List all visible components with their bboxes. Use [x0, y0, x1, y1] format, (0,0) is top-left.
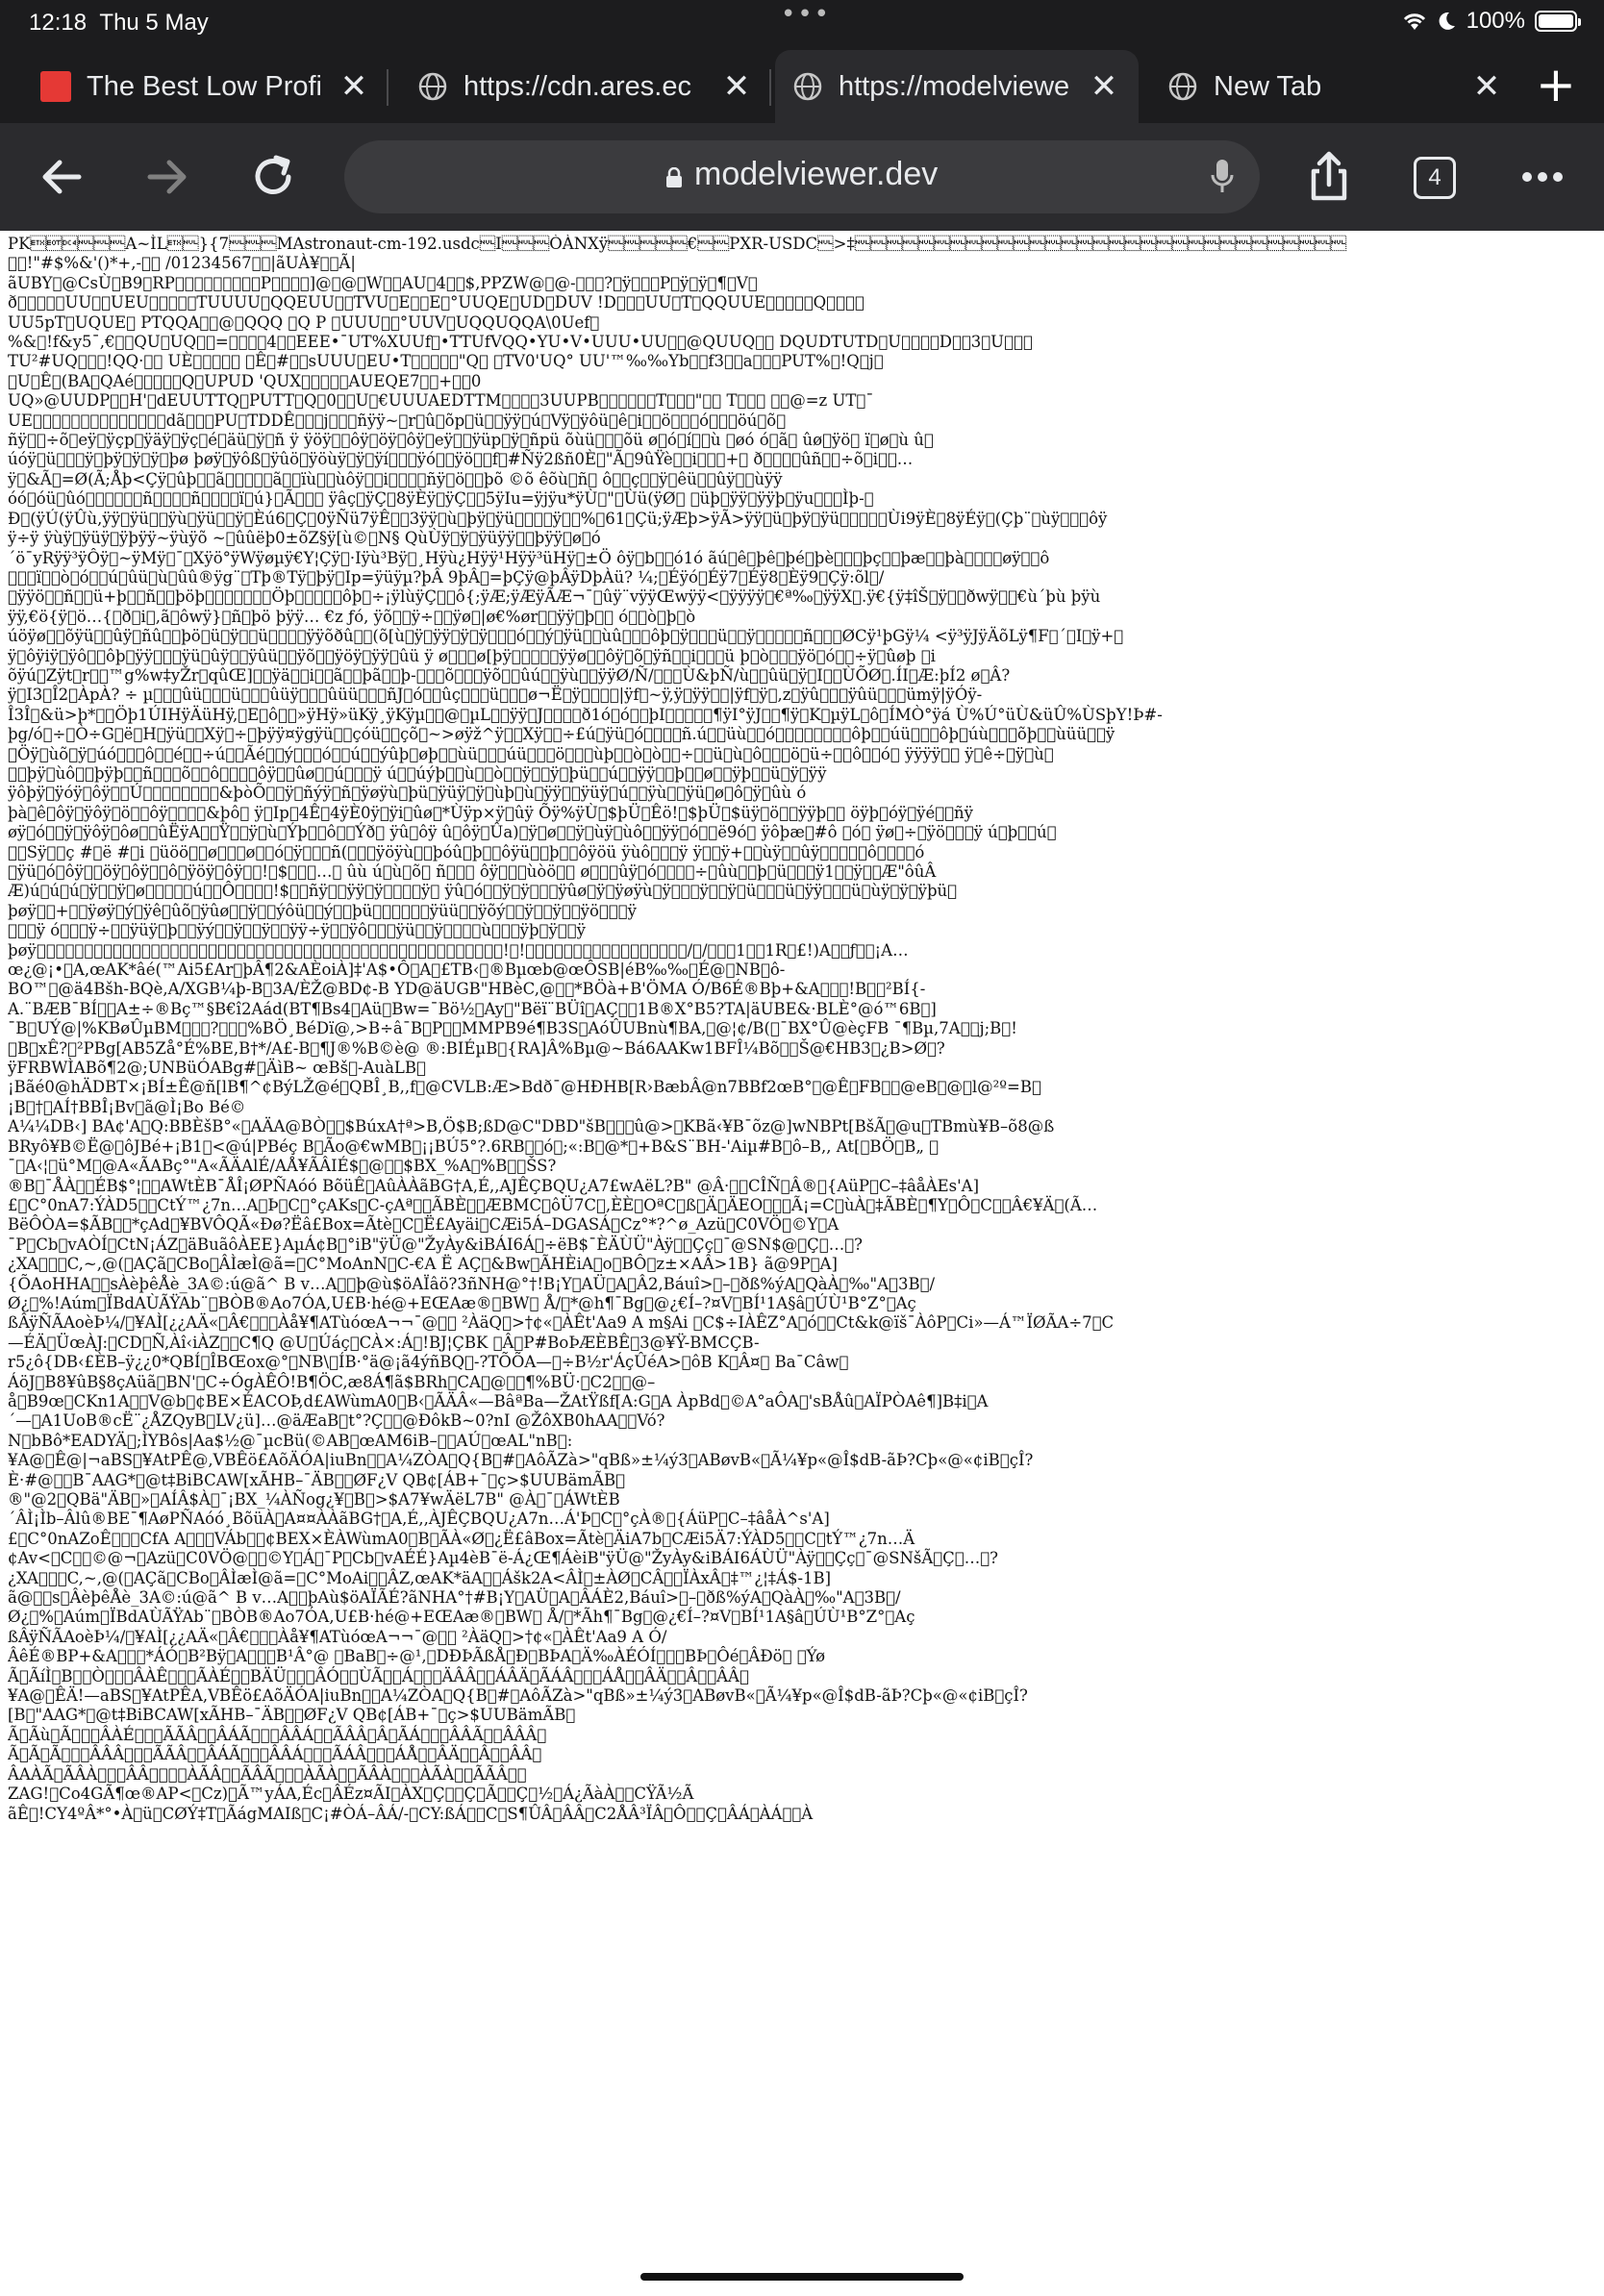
content-line: úöÿø  õÿü  ûÿ ñû  þö ü ÿ  ü    ÿÿõðû  (õ[ù ÿ ÿÿ ÿ ÿ   ó  ý ÿü  ùû   ôþ ÿ   ü  ÿ     ñ   ØCÿ¹þGÿ¼ <ÿ³ÿJÿÄõLÿ¶F ´ I ÿ+ : [8, 627, 1124, 646]
tab-title: New Tab: [1214, 70, 1322, 102]
content-line: Æ)ú ú ú ÿ  ÿ ø     ú  Ô    !$  ñÿ  ÿÿ ÿ    ÿ  ÿû ó  ÿ ÿ   ÿûø ÿ ÿøÿù ÿ   ÿ  ÿ ü   ü ÿÿ   ü ùÿ ÿ ÿþü : [8, 882, 958, 901]
content-line: BO™ @ä4Bšh-BQè,A/XGB¼þ-B 3A/ÈŽ@BD¢-B YD@äUGB"HBèC,@  *BÖà+B'ÖMA Ó/B6É®Bþ+&A   !B  ²BÍ{-: [8, 980, 926, 999]
content-line:   !"#$%&'()*+,-   /01234567  |ãUÀ¥  Ã|: [8, 254, 356, 273]
content-line: ñÿ  ÷õ eÿ ÿçp ÿäÿ ÿç é äü ÿ ñ ÿ ÿöÿ  ôÿ öÿ ôÿ eÿ  ÿüp ÿ ñpü õùü   õü ø ó í  ù  øó ó ã  ûø ÿö  ï ø ù û : [8, 431, 934, 450]
tab-strip: [0, 46, 1604, 123]
battery-fill: [1539, 14, 1573, 28]
content-line: A¼¼DB‹] BA¢'A Q:BBÈšB°« AÄA@BÒ  $BúxA†ª>B,Ö$B;ßD@C"DBD"šB   û@> KBã‹¥B¯õz@]wNBPt[BšÃ @u TBmù¥B–õ8@ß: [8, 1117, 1055, 1136]
lock-icon: [665, 167, 683, 188]
url-text: modelviewer.dev: [694, 156, 939, 192]
content-line: ¯ A‹¦ ü°M @A«ÃABç°"A«ÃÄAlÉ/AÅ¥ÃÂIÉ$ @  $BX_%A %B  ŠS?: [8, 1157, 557, 1176]
new-tab-plus-icon[interactable]: +: [1536, 57, 1576, 112]
content-line: ã@  s ÂèþêÅè_3A©:ú@ã^ B v…A  þAù$öAÏÃÉ?ãNHA°†#B¡Y AÜ A ÂÁÈ2,Báuî> – ðß%ýA QàÀ ‰"A 3B /: [8, 1588, 901, 1608]
content-line: UU5pT UQUE  PTQQA  @ QQQ  Q P  UUU  °UUV UQQUQQA\0Uef : [8, 312, 600, 332]
red-square-icon: [40, 71, 71, 102]
tab-cdn-ares[interactable]: [400, 50, 771, 123]
content-line: —ÉÄ ÜœÀJ: CD Ñ,Àî‹iÀZ  C¶Q @U Úáç CÀ×:Á !BJ¦ÇBK  Â P#BoÞÆÈBÊ 3@¥Ÿ-BMCÇB-: [8, 1333, 760, 1352]
close-icon[interactable]: ✕: [339, 68, 368, 105]
content-line: þg/ó ÷ Ò÷G ë H ÿü  Xÿ ÷ þÿÿ¤ÿgÿü  çóü  çõ ~>øÿž^ÿ  Xÿ  ÷£ú ÿü ó    ñ.ú  üù  ó        ôþ  úü   ôþ úù   õþ  ùüü  ÿ: [8, 725, 1115, 744]
microphone-icon[interactable]: [1210, 158, 1235, 196]
content-line: ãUBY @CsÙ B9 RP         P    ]@ @ W  AU 4  $,PPZW@ @-   ? ÿ   P ÿ ÿ ¶ V : [8, 273, 758, 292]
tab-switcher-button[interactable]: 4: [1414, 157, 1456, 199]
content-line: N bBô*EADYÄ ;ÌYBôs|Aa$½@¯µcBü(©AB œAM6iB–  AÚ œAL"nB :: [8, 1431, 573, 1450]
content-line: ´ö¯yRÿÿ³ÿÔÿ ~ÿMÿ ¯ Xÿö°ÿWÿøµÿ€Y¦Çÿ ·Iÿù³Bÿ ¸Hÿù¿Hÿÿ¹Hÿÿ³üHÿ ±Ö ôÿ b  ó1ó ãú ê þê þé þè   þç  þæ  þà    øÿ  ô: [8, 548, 1050, 567]
content-line: ¯P Cb vAÒÍ CtN¡ÁZ äBuãôÀEE}AµÁ¢B °iB"ÿÜ@"ŽyÀy&iBÁI6Á ÷ëB$¯ÈÄÙÜ"Àÿ  Çç ¯@SN$@ Ç … ?: [8, 1235, 863, 1254]
content-line: þøÿ                                                 ! !                 / /   1  1R £!)A  ƒ  ¡A…: [8, 940, 909, 960]
content-line:   þÿ ùô  þÿþ  ñ   õ  ô    ôÿ  ûø  ú   ÿ ú  úýþ  ù  ò  ÿ  ÿ þü  ú  ÿÿ  þ  ø  ÿþ  ü ÿ ÿÿ: [8, 763, 827, 783]
content-line: ÂAÀÃ ÃÂÀ   ÂÂ    ÀÃÂ  ÃÂÃ   ÀÃÀ  ÃÂÀ   ÀÃÀ  ÃÃÂ  : [8, 1764, 527, 1784]
content-line: øÿ ó  ÿ ÿôÿ ôø  ûËÿA  Ÿ  ÿ ù Ýþ  ô  Ýð  ÿû ôÿ û ôÿ Ûa) ÿ ø  ÿ ùÿ ùô  ÿÿ ó  ë9ó  ÿôþæ #ô  ó  ÿø ÷ ÿö   ÿ ú þ  ú : [8, 823, 1057, 842]
content-line: BRyô¥B©Ë@ ôJBé+¡B1 <@ú|PBéç B Ão@€wMB ¡¡BÚ5°?.6RB  ó ;«:B @* +B&S¨BH-'Aiµ#B ô–B,, At[ BÖ B„  : [8, 1136, 940, 1156]
content-line: ¡B † AÍ†BBÎ¡Bv ã@Ì¡Bo Bé©: [8, 1097, 246, 1116]
content-line: Ø¿ %!Aúm ÏBdAÙÃŸAb¨ BÒB®Ao7ÓA,U£B·hé@+EŒAæ® BW  Å/ *@h¶¯Bg @¿€Í–?¤V BÍ¹1A§â ÚÙ¹B°Z° Aç: [8, 1293, 916, 1312]
browser-toolbar: [0, 123, 1604, 231]
content-line: ÿÿ,€ö{ÿ ö…{ ð i ,ã ôwÿ} ñ þö þÿÿ… €z ƒó, ÿõ  ÿ÷  ÿø |ø€%ør  ÿÿ þ   ó  ò þ ò: [8, 607, 696, 626]
back-arrow-icon[interactable]: [33, 148, 90, 206]
content-line:    ÿ ó   ÿ÷  ÿüÿ þ  ÿý  ÿ  ÿ  ÿÿ÷ÿ  ÿô   ÿü  ÿ    ù   ÿþ ÿ  ÿ: [8, 921, 586, 940]
content-line: ZAG! Co4GÃ¶œ®AP< Cz) Ã™yÁA,Éc ÂÉz¤ÃI ÀX Ç  Ç Ã  Ç ½ Á¿ÃàÀ  CŸÃ½Ã: [8, 1784, 694, 1804]
content-line:   Sÿ  ç # ë # i  üöö  ø   ø  ó ÿ   ñ(   ÿöÿù  þóû þ  ôÿü  þ  ôÿöü ÿùô   ÿ ÿ  ÿ+  ùÿ  ûÿ     ô    ó: [8, 842, 925, 861]
address-bar[interactable]: [344, 140, 1260, 213]
content-line: ®B ¯ÅÀ  ÉB$°¦  AWtÈB¯ÅÎ¡ØPÑAóó BõüÊ AûÀÀãBG†A,É,,AJÊÇBQU¿A7£wAëL?B" @Â·  CÎÑ Â® {AüP C–‡âåÀEs'A]: [8, 1176, 980, 1195]
content-line:  B xÊ? ²PBg[AB5Zå°É%BE,B†*/A£-B ¶J®%B©è@ ®:BIÉµB {RA]Â%Bµ@~Bá6AAKw1BFÎ¼Bõ  Š@€HB3 ¿B>Ø ?: [8, 1038, 945, 1058]
tab-title: https://cdn.ares.ec: [464, 70, 691, 102]
status-date: Thu 5 May: [99, 10, 209, 36]
content-line: £ C°0nAZoÊ   CfA A   VÁb  ¢BEX×ÈÀWùmA0 B ÃÀ«Ø ¿Ë£âBox=Ãtè ÄiA7b CÆi5Ä7:ÝÀD5  C tÝ™¿7n…Ä: [8, 1529, 915, 1548]
moon-icon: [1438, 11, 1457, 32]
content-line:  Öÿ ùõ ÿ úó   ô  é  ÷ú  Ãé  ý   ó  ú  ýûþ øþ  ùü   úü   ö   ùþ  ò ò  ÷  ü ù ô   ö ü÷  ô  ó  ÿÿÿÿ   ÿ ê÷ ÿ ù : [8, 744, 1054, 763]
content-line: ¥A@ Ê@|¬aBS ¥AtPÊ@,VBÊö£AõÄÓA|iuBn  A¼ZÒA Q{B # AôÃZà>"qBß»±¼ý3 ABøvB« Ã¼¥p«@Î$dB-ãÞ?Cþ«@«¢iB çÎ?: [8, 1451, 1034, 1470]
content-line: Ã Ã Ã   ÂÂÂ   ÃÃÂ  ÂÁÃ   ÂÂÁ   ÃÁÂ   ÁÅ  ÂÄ  Â  ÂÂ : [8, 1745, 542, 1764]
close-icon[interactable]: ✕: [1472, 68, 1501, 105]
content-line: ¢Av< C  ©@¬ Azü C0VÖ@  ©Y Á ¯P Cb vAÉÉ}Aµ4èB¯ë-Á¿Œ¶ÁèiB"ÿÜ@"ŽyÀy&iBÁI6ÁÙÜ"Àÿ  Çç ¯@SNšÃ Ç … ?: [8, 1549, 998, 1568]
content-line: ¯B UÝ@|%KBøÛµBM   ?   %BÖ¸BéDï@,>B÷â¯B P  MMPB9é¶B3S AóÛUBnù¶BA, @¦¢/B( ¯BX°Û@èçFB ¯¶Bµ,7A  j;B !: [8, 1019, 1017, 1038]
tab-modelviewer[interactable]: [775, 50, 1139, 123]
tab-best-low-profile[interactable]: [23, 50, 388, 123]
forward-arrow-icon[interactable]: [138, 148, 196, 206]
content-line: ãÊ !CY4ºÂ*°•À ü CØÝ‡T ÃágMAIß C¡#ÒÁ–ÂÁ/- CY:ßÁ  C S¶ÛÂ ÂÂ C2ÅÂ³ÏÂ Ô  Ç ÂÁ ÀÁ  À: [8, 1804, 814, 1823]
tab-new-tab[interactable]: [1150, 50, 1521, 123]
tab-title: https://modelviewe: [839, 70, 1070, 102]
content-line: PK   A~ÌL }{7   MAstronaut-cm-192.usdc I   ÒÀNXÿ     €  PXR-USDC >‡                               : [8, 235, 1347, 253]
content-line: UE              dã   PU TDDÊ   j   ñÿÿ~ r û õp ü  ÿÿ ú Vÿ ÿôü ê i  ö   ó   öú õ : [8, 411, 787, 430]
content-line: ¿XA   C,~,@( AÇã CBo ÂÌæÌ@ã= C°MoAnN C-€A Ë AÇ &Bw ÃHÈiA o BÔ z±×AÂ>1B} ã@9P A]: [8, 1255, 838, 1274]
content-line: Ã Ãù Ã   ÂÀÉ   ÃÃÂ  ÂÁÃ   ÂÂÁ  ÃÂÂ Â ÃÁ   ÂÂÃ  ÂÂÂ : [8, 1725, 547, 1744]
content-line: å B9œ CKn1A  V@b ¢BE×ÉACOÞ,d£AWùmA0 B‹ ÃÄÂ«—BâªBa—ŽAtŸßf[A:G A ÀpBd ©A°aÔA 'sBÅû AÏPÒAê¶]B‡i A: [8, 1391, 989, 1410]
content-line:  ÿÿö  ñ  ü+þ  ñ  þöþ       Öþ     ôþ ÷¡ÿlùÿÇ  ô{;ÿÆ;ÿÆÿÃÆ¬¯ ûÿ¨vÿÿŒwÿÿ< ÿÿÿÿ €ª‰ ÿÿX .ÿ€{ÿ‡îŠ ÿ  ðwÿ  €ù´þù þÿù: [8, 587, 1101, 607]
content-line: £ C°0nA7:ÝÀD5  CtÝ™¿7n…A Þ C °çAKs C-çAª  ÃBÈ  ÆBMC ôÜ7C ,ÈÈ OªC ß Ä ÄEO   Ã¡=C ùÀ ‡ÃBÈ ¶Y Ô C  Â€¥Ä (Ã…: [8, 1195, 1098, 1214]
content-line: Ð (ÿÚ(ÿÛù,ÿÿ ÿü  ÿù ÿü  ÿ Èú6 Ç 0ÿÑü7ÿÊ  3ÿÿ ù þÿ ÿü    ÿ  % 61 Çü;ÿÆþ>ÿÃ>ÿÿ ü þÿ ÿü     Ùi9ÿÈ 8ÿÉÿ (Çþ¨ ùÿ   ôÿ: [8, 509, 1108, 528]
battery-percentage: 100%: [1466, 8, 1525, 34]
content-line: ´ÂÌ¡Ìb–Âlû®BE¯¶AøPÑAóó¸BõüÀ A¤¤ÀÀãBG† A,É,,ÀJÊÇBQU¿A7n…Á'Þ C °çÀ® {ÁüP C–‡âåÀ^s'A]: [8, 1510, 830, 1529]
more-menu-icon[interactable]: [1514, 148, 1571, 206]
share-icon[interactable]: [1300, 148, 1358, 206]
content-line: ®"@2 QBä"ÄB » AÍÂ$À ¯¡BX_¼ÀÑog¿¥ B >$A7¥wÄëL7B" @À ¯ ÁWtÈB: [8, 1490, 620, 1509]
content-line: þøÿ  +  ÿøÿ ý ÿê ûõ ÿûø  ÿ  ýôü  ý  þü      ÿüü  ÿõý  ÿ  ÿ  ÿö   ÿ: [8, 901, 637, 920]
content-line: ¡Bãé0@hÄDBT×¡BÍ±Ê@ñ[lB¶^¢BýLŽ@é QBÎ¸B,,f @CVLB:Æ>Bdð¯@HÐHB[R›BæbÂ@n7BBf2œB° @Ê FB  @eB @ l@²º=B : [8, 1078, 1041, 1097]
content-line: ¥A@ ÊÄ!—aBS ¥AtPÊA,VBÊö£AõÄÓA|iuBn  A¼ZÒA Q{B # AôÃZà>"qBß»±¼ý3 ABøvB« Ã¼¥p«@Î$dB-ãÞ?Cþ«@«¢iB çÎ?: [8, 1686, 1028, 1706]
content-line: {ÕAoHHA  sÀèþêÅè_3A©:ú@ã^ B v…A  þ@ù$öAÏâö?3ñNH@°†!B¡Y AÜ A Â2,Báuî> – ðß%ýA QàÀ ‰"A 3B /: [8, 1274, 936, 1293]
content-line: Ã ÃíÌ B  Ò   ÂÀÊ   ÃÀÉ  BÄÜ   ÂÓ  ÙÃ  Á   ÄÂÂ  ÁÂÄ ÃÁÂ   ÁÅ  ÂÄ  Â  ÂÂ : [8, 1666, 749, 1685]
content-line: óó óü ûó      ñ    ñ    ï ú} Ã    ÿâç ÿÇ 8ÿÈÿ ÿÇ  5ÿIu=ÿjÿu*ÿÙ " Ùü(ÿØ   üþ ÿÿ ÿÿþ ÿu   Ìþ- : [8, 489, 874, 509]
content-line: ð     UU  UEU     TUUUU QQEUU  TVU E  E °UUQE UD DUV !D   UU T QQUUE     Q    : [8, 293, 865, 312]
raw-file-content: [8, 235, 1594, 2283]
close-icon[interactable]: ✕: [722, 68, 751, 105]
status-indicators: [1401, 8, 1577, 35]
content-line: þà ê ôÿ ÿôÿ ö  ôÿ    &þô  ÿ Ip 4Ê 4ÿÈ0ÿ ÿi ûø *Ùÿp×ÿ ûÿ Õÿ%ÿÙ $þÜ Êö! $þÜ $üÿ ö  ÿÿþ   öÿþ óÿ ÿé  ñÿ: [8, 803, 973, 822]
content-line: ´— A1UoB®cË¨¿ÅZQyB LV¿ü]…@äÆaB t°?Ç  @ÐôkB~0?nI @ŽôXB0hAA  Vó?: [8, 1411, 665, 1431]
content-line: UQ»@UUDP  H' dEUUTTQ PUTT Q 0  U €UUUAEDTTM    3UUPB      T   "   T      @=z UT ¯: [8, 391, 874, 411]
status-time-date: [29, 10, 209, 37]
content-line:  ÿü ó ôÿ  öÿ ôÿ  ô ÿöÿ ôÿ  ! $   …  ûù ú ù õ  ñ    ôÿ   ùòö   ø   ûÿ ó    ÷ ûù  þ ü   ÿ1  ÿ  Æ"ôûÂ: [8, 862, 937, 881]
battery-icon: [1535, 11, 1577, 32]
content-line: úóÿ ü   ÿ þÿ ÿ ÿ þø þøÿ ÿôß ÿûö ÿöùÿ ÿ ÿí   ÿó  ÿö  f #Ñÿ2ßñ0È "Ã 9ûŸè  i   +  ð    ûñ  ÷õ i  …: [8, 450, 914, 469]
content-line: ßÂÿÑÃAoèÞ¼/ ¥AÌ[¿¿AÄ« Â€   Àå¥¶ATùóœA¬¬¯@   ²ÀäQ >†¢« ÀÊt'Aa9 A m§Ai  C$÷IÀÊZ°A ó  Ct&k@ïš¯ÀôP Ci»—Á™ÏØÃA÷7 C: [8, 1313, 1115, 1333]
content-line: È·#@  B¯AAG* @t‡BiBCAW[xÃHB–¯ÄB  ØF¿V QB¢[ÁB+¯ ç>$UUBämÃB : [8, 1470, 626, 1489]
close-icon[interactable]: ✕: [1090, 68, 1118, 105]
content-line: ÂêÉ®BP+&A   *ÁÓ B²Bÿ A   B¹Â°@  BaB ÷@¹, DÐÞÃßÅ Ð BÞA Ä‰ÀÉÓÍ   BÞ Ôé ÂÐö   Ýø: [8, 1647, 826, 1666]
content-line: ÿ &Ã =Ø(Ã;Åþ<Çÿ ûþ  ã     ã  ïù  ùôÿ  i    ñÿ ö  þõ ©õ êõù ñ  ô  ç  ÿ êü  ûÿ  ùÿÿ: [8, 469, 783, 488]
content-line: Ø¿ % Aúm ÏBdAÙÃŸAb¨ BÒB®Ao7ÓA,U£B·hé@+EŒAæ® BW  Å/ *Ãh¶¯Bg @¿€Í–?¤V BÍ¹1A§â ÚÙ¹B°Z° Aç: [8, 1608, 915, 1627]
content-line: ßÂÿÑÃAoèÞ¼/ ¥AÌ[¿¿AÄ« Â€   Àå¥¶ATùóœA¬¬¯@   ²ÀäQ >†¢« ÀÊt'Aa9 A Ó/: [8, 1627, 667, 1646]
globe-icon: [1167, 71, 1198, 102]
content-line: ¿XA   C,~,@( AÇã CBo ÂÌæÌ@ã= C°MoAi  ÂZ,œAK*äA  Ášk2A<ÂÌ ±ÀØ CÂ  ÏÀxÂ ‡™¿¦‡Á$-1B]: [8, 1568, 832, 1587]
content-line: %& !f&y5¯,€  QU UQ  =    4  EEE•¯UT%XUUf •TTUfVQQ•YU•V•UUU•UU  @QUUQ   DQUDTUTD U    D  3 U   : [8, 333, 1033, 352]
content-line: r5¿ô{DB‹£ÈB–ÿ¿¿0*QBÍ ÎBŒox@° NB\ ÍB·°ä@¡ã4ýñBQ -?TÕÕA— ÷B½r'ÁçÛéA> ôB K Â¤  Ba¯Câw : [8, 1353, 849, 1372]
content-line:  U Ê (BA QAé     Q UPUD 'QUX     AUEQE7  +  0: [8, 371, 482, 390]
content-line: ÿ÷ÿ ÿùÿ ÿüÿ ÿþÿÿ~ÿùÿõ ~ ûûëþ0±õZ§ÿ[ù© N§ QùÙÿ ÿ ÿüÿÿ  þÿÿ ø ó: [8, 529, 601, 548]
status-time: 12:18: [29, 10, 88, 36]
content-line: ÿ ôÿiÿ ÿô  ôþ ÿÿ   ÿü ûÿ  ÿûü  ÿõ  ÿöÿ ÿÿ ûü ÿ ø   ø[þÿ     ÿÿø  ôÿ õ ÿñ  i   ü þ ò   ÿö ó  ÷ÿ ûøþ  i: [8, 646, 936, 665]
tab-title: The Best Low Profi: [87, 70, 322, 102]
content-line: BëÔÒA=$ÃB  *çAd ¥BVÔQÃ«Ðø?Ëâ£Box=Ãtè C Ë£Ayäi CÆi5Á–DGASÁ Cz°*?^ø_Azü C0VÖ ©Y A: [8, 1215, 840, 1235]
status-bar: [0, 0, 1604, 46]
globe-icon: [417, 71, 448, 102]
content-line: A.¨BÆB¯BÍ  A±÷®Bç™§B€î2Aád(BT¶Bs4 Aü Bw=¯Bö½ Ay "Bëï¨BÜî AÇ  1B®X°B5?TA|äUBE&·BLÈ°@ó™6B ]: [8, 999, 937, 1018]
content-line: Î3Î &ü>þ*  Öþ1ÚIHÿÄüHÿ, E ô  »ÿHÿ»üKÿ¸ÿKÿµ  @ µL  ÿÿ J    ð1ó ó  þI     ¶ÿI°ÿJ  ¶ÿ K µÿL ô ÍMÒ°ÿá Ù%Ú°üÙ&üÛ%ÙSþY!Þ#-: [8, 705, 1163, 724]
content-line: õÿú Zÿt r  ™g%w‡yŽr qûŒ]  ÿä  i  ã  þã  þ-   õ   ÿõ  ûú  ÿù  ÿÿØ/Ñ/   Ù&þÑ/ù  ûü ÿ I  ÙÕØ .ÍI Æ:þÍ2 ø Â?: [8, 665, 1011, 685]
home-indicator[interactable]: [640, 2273, 964, 2281]
content-line: TU²#UQ   !QQ·   UÈ       Ê #  sUUU EU•T     "Q   TV0'UQ° UU'™‰‰Yb  f3  a   PUT% !Q j : [8, 352, 884, 371]
content-line: œ¿@¡• A,œAK*âé(™Ai5£Ar þÂ¶2&AÈoiÀ]‡'A$•Ô A £TB‹ ®Bµœb@œÔSB|éB‰‰ É@ NB ô-: [8, 961, 786, 980]
reload-icon[interactable]: [244, 148, 302, 206]
content-line: ÁöJ B8¥ûB§8çAüã BN' C÷ÓgÀÊÔ!B¶ÖC,æ8Á¶ã$BRh CA @  ¶%BÜ· C2  @–: [8, 1372, 656, 1391]
content-line:    ï  ò ó  ú ûü ù ûû®ÿg¨ Tþ®Tÿ þÿ Ip=ÿüÿµ?þÂ 9þÂ =þÇÿ@þÂÿDþÀü? ¼; Éÿó Éÿ7 Éÿ8 Èÿ9 Çÿ:õl /: [8, 567, 885, 586]
content-line: ÿôþÿ ÿóÿ ôÿ  Ú        &þòÕ  ÿ ñýÿ ñ ÿøÿù þü ÿüÿ ÿ ùþ ù ÿÿ  ÿüÿ ú  ÿù  ÿü ø ô ÿ ûù ó: [8, 784, 807, 803]
multitasking-dots-icon[interactable]: •••: [781, 0, 832, 29]
globe-icon: [792, 71, 823, 102]
content-line: ÿ I3 Î2 ÀpÀ? ÷ µ   ûü   ü   ûüÿ   ûüü   ñJ ó  ûç   ü   ø¬Ë ÿ    |ÿf ~ÿ,ÿ ÿÿ  |ÿf ÿ ,z ÿû   ÿûü   ümÿ|ÿÓÿ-: [8, 686, 983, 705]
content-line: ÿFRBWÌABõ¶2@;UNBüÓABg# ÄìB~ œBš -AuàLB : [8, 1059, 426, 1078]
wifi-icon: [1401, 11, 1428, 32]
content-line: [B "AAG* @t‡BiBCAW[xÃHB–¯ÄB  ØF¿V QB¢[ÁB+¯ ç>$UUBämÃB : [8, 1706, 576, 1725]
